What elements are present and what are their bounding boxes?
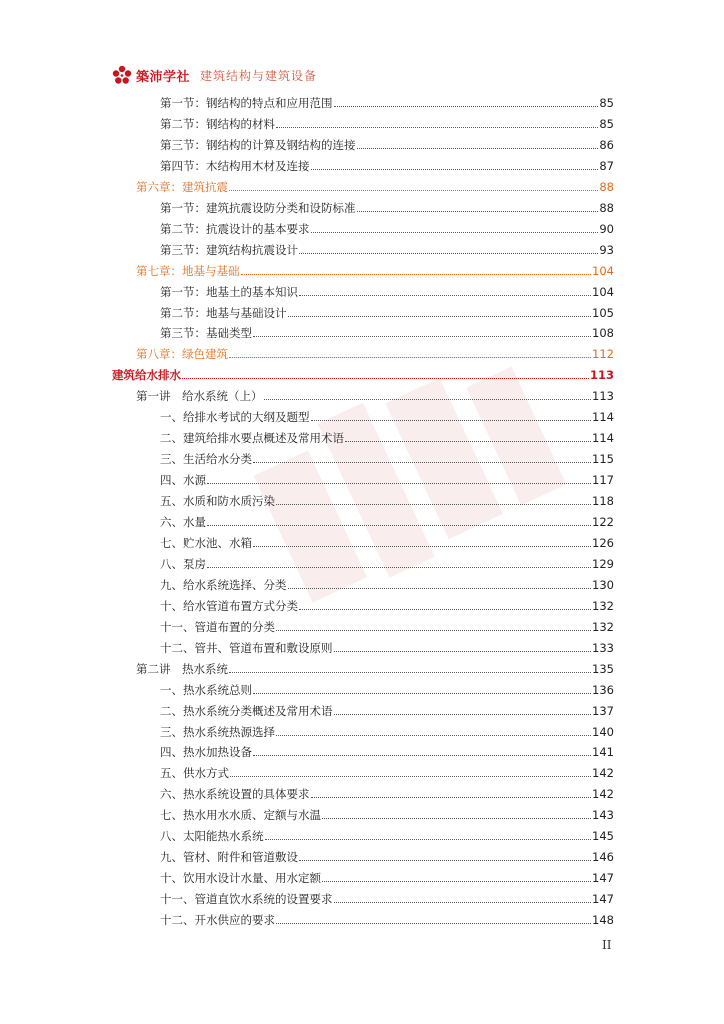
page-header (112, 64, 317, 86)
dot-leader (299, 295, 591, 296)
header-subtitle: 建筑结构与建筑设备 (200, 68, 318, 83)
toc-entry-page: 130 (592, 577, 614, 592)
dot-leader (311, 232, 599, 233)
toc-entry-title: 第二节：地基与基础设计 (160, 305, 287, 320)
toc-entry[interactable] (160, 802, 614, 822)
toc-entry[interactable] (160, 153, 614, 173)
toc-entry[interactable] (160, 300, 614, 320)
toc-entry[interactable] (160, 488, 614, 508)
toc-entry-page: 132 (592, 619, 614, 634)
toc-entry-page: 114 (592, 431, 614, 446)
dot-leader (265, 839, 592, 840)
dot-leader (334, 651, 592, 652)
toc-entry-title: 第六章：建筑抗震 (136, 179, 228, 194)
toc-entry-page: 93 (599, 242, 614, 257)
toc-entry-title: 六、热水系统设置的具体要求 (160, 787, 310, 802)
toc-entry-title: 七、贮水池、水箱 (160, 535, 252, 550)
toc-entry[interactable] (160, 886, 614, 906)
toc-entry-title: 七、热水用水水质、定额与水温 (160, 808, 321, 823)
dot-leader (299, 860, 591, 861)
toc-entry-title: 六、水量 (160, 515, 206, 529)
toc-entry-page: 88 (599, 179, 614, 194)
toc-entry[interactable] (160, 614, 614, 634)
toc-entry-page: 129 (592, 556, 614, 571)
toc-entry-title: 十、饮用水设计水量、用水定额 (160, 871, 321, 886)
toc-entry-page: 88 (599, 200, 614, 215)
toc-entry[interactable] (160, 509, 614, 529)
toc-entry-page: 135 (592, 661, 614, 676)
toc-entry[interactable] (160, 216, 614, 236)
brand-name: 築沛学社 (136, 69, 191, 85)
toc-entry-page: 118 (592, 494, 614, 509)
toc-entry[interactable] (160, 237, 614, 257)
dot-leader (311, 420, 592, 421)
toc-entry[interactable] (112, 362, 614, 382)
toc-entry[interactable] (160, 865, 614, 885)
toc-entry-page: 126 (592, 535, 614, 550)
toc-entry-title: 一、热水系统总则 (160, 682, 252, 697)
toc-entry[interactable] (160, 719, 614, 739)
toc-entry-page: 115 (592, 452, 614, 467)
toc-entry-page: 141 (592, 745, 614, 760)
dot-leader (322, 818, 591, 819)
toc-entry-title: 八、太阳能热水系统 (160, 829, 264, 844)
dot-leader (276, 127, 598, 128)
toc-entry[interactable] (160, 844, 614, 864)
toc-entry-page: 117 (592, 473, 614, 488)
toc-entry-page: 148 (592, 913, 614, 928)
dot-leader (334, 902, 592, 903)
toc-entry-title: 第八章：绿色建筑 (136, 347, 228, 362)
dot-leader (253, 546, 591, 547)
toc-entry-title: 第二讲 热水系统 (136, 661, 228, 676)
toc-entry[interactable] (160, 90, 614, 110)
toc-entry[interactable] (160, 111, 614, 131)
toc-entry-title: 第三节：建筑结构抗震设计 (160, 242, 298, 257)
toc-entry-title: 四、水源 (160, 473, 206, 488)
toc-entry-title: 第二节：钢结构的材料 (160, 116, 275, 131)
toc-entry[interactable] (160, 446, 614, 466)
dot-leader (276, 735, 591, 736)
toc-entry[interactable] (136, 656, 614, 676)
toc-entry-title: 二、热水系统分类概述及常用术语 (160, 703, 333, 718)
toc-entry[interactable] (160, 781, 614, 801)
dot-leader (207, 525, 591, 526)
dot-leader (299, 609, 591, 610)
toc-entry-title: 第二节：抗震设计的基本要求 (160, 221, 310, 236)
toc-entry[interactable] (160, 132, 614, 152)
dot-leader (322, 881, 591, 882)
dot-leader (253, 336, 591, 337)
toc-entry-title: 四、热水加热设备 (160, 745, 252, 760)
dot-leader (276, 504, 591, 505)
toc-entry[interactable] (136, 174, 614, 194)
toc-entry-title: 十一、管道直饮水系统的设置要求 (160, 892, 333, 907)
toc-entry-title: 十二、开水供应的要求 (160, 913, 275, 928)
toc-entry[interactable] (160, 404, 614, 424)
dot-leader (276, 923, 591, 924)
toc-entry-title: 十二、管井、管道布置和敷设原则 (160, 640, 333, 655)
toc-entry-page: 112 (592, 347, 614, 362)
toc-entry-page: 85 (599, 116, 614, 131)
toc-entry-page: 133 (592, 640, 614, 655)
toc-entry[interactable] (160, 425, 614, 445)
toc-entry-title: 第一节：地基土的基本知识 (160, 284, 298, 299)
toc-entry[interactable] (160, 467, 614, 487)
toc-entry-page: 113 (589, 368, 614, 383)
toc-entry-title: 第七章：地基与基础 (136, 263, 240, 278)
dot-leader (357, 148, 599, 149)
toc-entry-page: 108 (592, 326, 614, 341)
dot-leader (299, 253, 598, 254)
toc-entry-page: 90 (599, 221, 614, 236)
dot-leader (229, 357, 591, 358)
dot-leader (345, 441, 591, 442)
toc-entry[interactable] (160, 195, 614, 215)
toc-entry-title: 五、供水方式 (160, 766, 229, 781)
toc-entry-title: 十一、管道布置的分类 (160, 619, 275, 634)
dot-leader (230, 776, 591, 777)
toc-entry-page: 146 (592, 850, 614, 865)
toc-entry-page: 113 (592, 389, 614, 404)
flower-logo-icon (112, 65, 132, 85)
toc-entry[interactable] (160, 320, 614, 340)
toc-entry-page: 145 (592, 829, 614, 844)
toc-entry[interactable] (160, 572, 614, 592)
page-number: II (602, 938, 612, 952)
dot-leader (241, 274, 592, 275)
dot-leader (253, 462, 591, 463)
toc-entry-page: 142 (592, 787, 614, 802)
toc-entry-page: 147 (592, 871, 614, 886)
toc-entry[interactable] (160, 739, 614, 759)
dot-leader (253, 693, 591, 694)
toc-entry-page: 122 (592, 515, 614, 529)
dot-leader (311, 797, 592, 798)
toc-entry-title: 三、生活给水分类 (160, 452, 252, 467)
toc-entry-title: 第一节：钢结构的特点和应用范围 (160, 96, 333, 110)
toc-entry-page: 114 (592, 410, 614, 425)
toc-entry-title: 五、水质和防水质污染 (160, 494, 275, 509)
toc-entry-title: 九、给水系统选择、分类 (160, 577, 287, 592)
dot-leader (264, 399, 592, 400)
toc-entry-title: 第四节：木结构用木材及连接 (160, 158, 310, 173)
toc-entry-title: 二、建筑给排水要点概述及常用术语 (160, 431, 344, 446)
toc-entry[interactable] (136, 341, 614, 361)
toc-entry-page: 143 (592, 808, 614, 823)
toc-entry[interactable] (160, 677, 614, 697)
toc-entry-title: 十、给水管道布置方式分类 (160, 598, 298, 613)
toc-entry[interactable] (160, 698, 614, 718)
toc-entry-page: 85 (599, 96, 614, 110)
toc-entry-page: 137 (592, 703, 614, 718)
toc-entry-page: 86 (599, 137, 614, 152)
dot-leader (229, 190, 598, 191)
toc-entry-title: 第三节：基础类型 (160, 326, 252, 341)
toc-entry-page: 142 (592, 766, 614, 781)
toc-entry[interactable] (160, 907, 614, 927)
dot-leader (288, 588, 592, 589)
toc-entry[interactable] (160, 279, 614, 299)
dot-leader (357, 211, 599, 212)
dot-leader (207, 567, 591, 568)
toc-entry-title: 第一节：建筑抗震设防分类和设防标准 (160, 200, 356, 215)
toc-entry-page: 87 (599, 158, 614, 173)
toc-entry[interactable] (136, 383, 614, 403)
dot-leader (207, 483, 591, 484)
toc-entry-page: 140 (592, 724, 614, 739)
toc-entry-title: 三、热水系统热源选择 (160, 724, 275, 739)
dot-leader (311, 169, 599, 170)
toc-entry-page: 104 (592, 263, 614, 278)
toc-entry[interactable] (160, 635, 614, 655)
toc-entry[interactable] (160, 593, 614, 613)
toc-entry[interactable] (160, 530, 614, 550)
dot-leader (276, 630, 591, 631)
dot-leader (288, 316, 592, 317)
toc-entry-title: 建筑给水排水 (112, 368, 181, 383)
toc-entry[interactable] (160, 551, 614, 571)
toc-entry[interactable] (160, 760, 614, 780)
dot-leader (334, 714, 592, 715)
toc-entry[interactable] (136, 258, 614, 278)
toc-entry-title: 一、给排水考试的大纲及题型 (160, 410, 310, 425)
toc-entry-title: 八、泵房 (160, 556, 206, 571)
dot-leader (334, 106, 599, 107)
toc-entry-title: 第一讲 给水系统（上） (136, 389, 263, 404)
toc-entry-page: 147 (592, 892, 614, 907)
toc-entry-title: 九、管材、附件和管道敷设 (160, 850, 298, 865)
toc-entry-page: 104 (592, 284, 614, 299)
toc-entry-title: 第三节：钢结构的计算及钢结构的连接 (160, 137, 356, 152)
dot-leader (182, 378, 589, 379)
toc-entry-page: 105 (592, 305, 614, 320)
dot-leader (253, 755, 591, 756)
toc-entry[interactable] (160, 823, 614, 843)
toc-entry-page: 136 (592, 682, 614, 697)
toc-entry-page: 132 (592, 598, 614, 613)
dot-leader (229, 672, 591, 673)
